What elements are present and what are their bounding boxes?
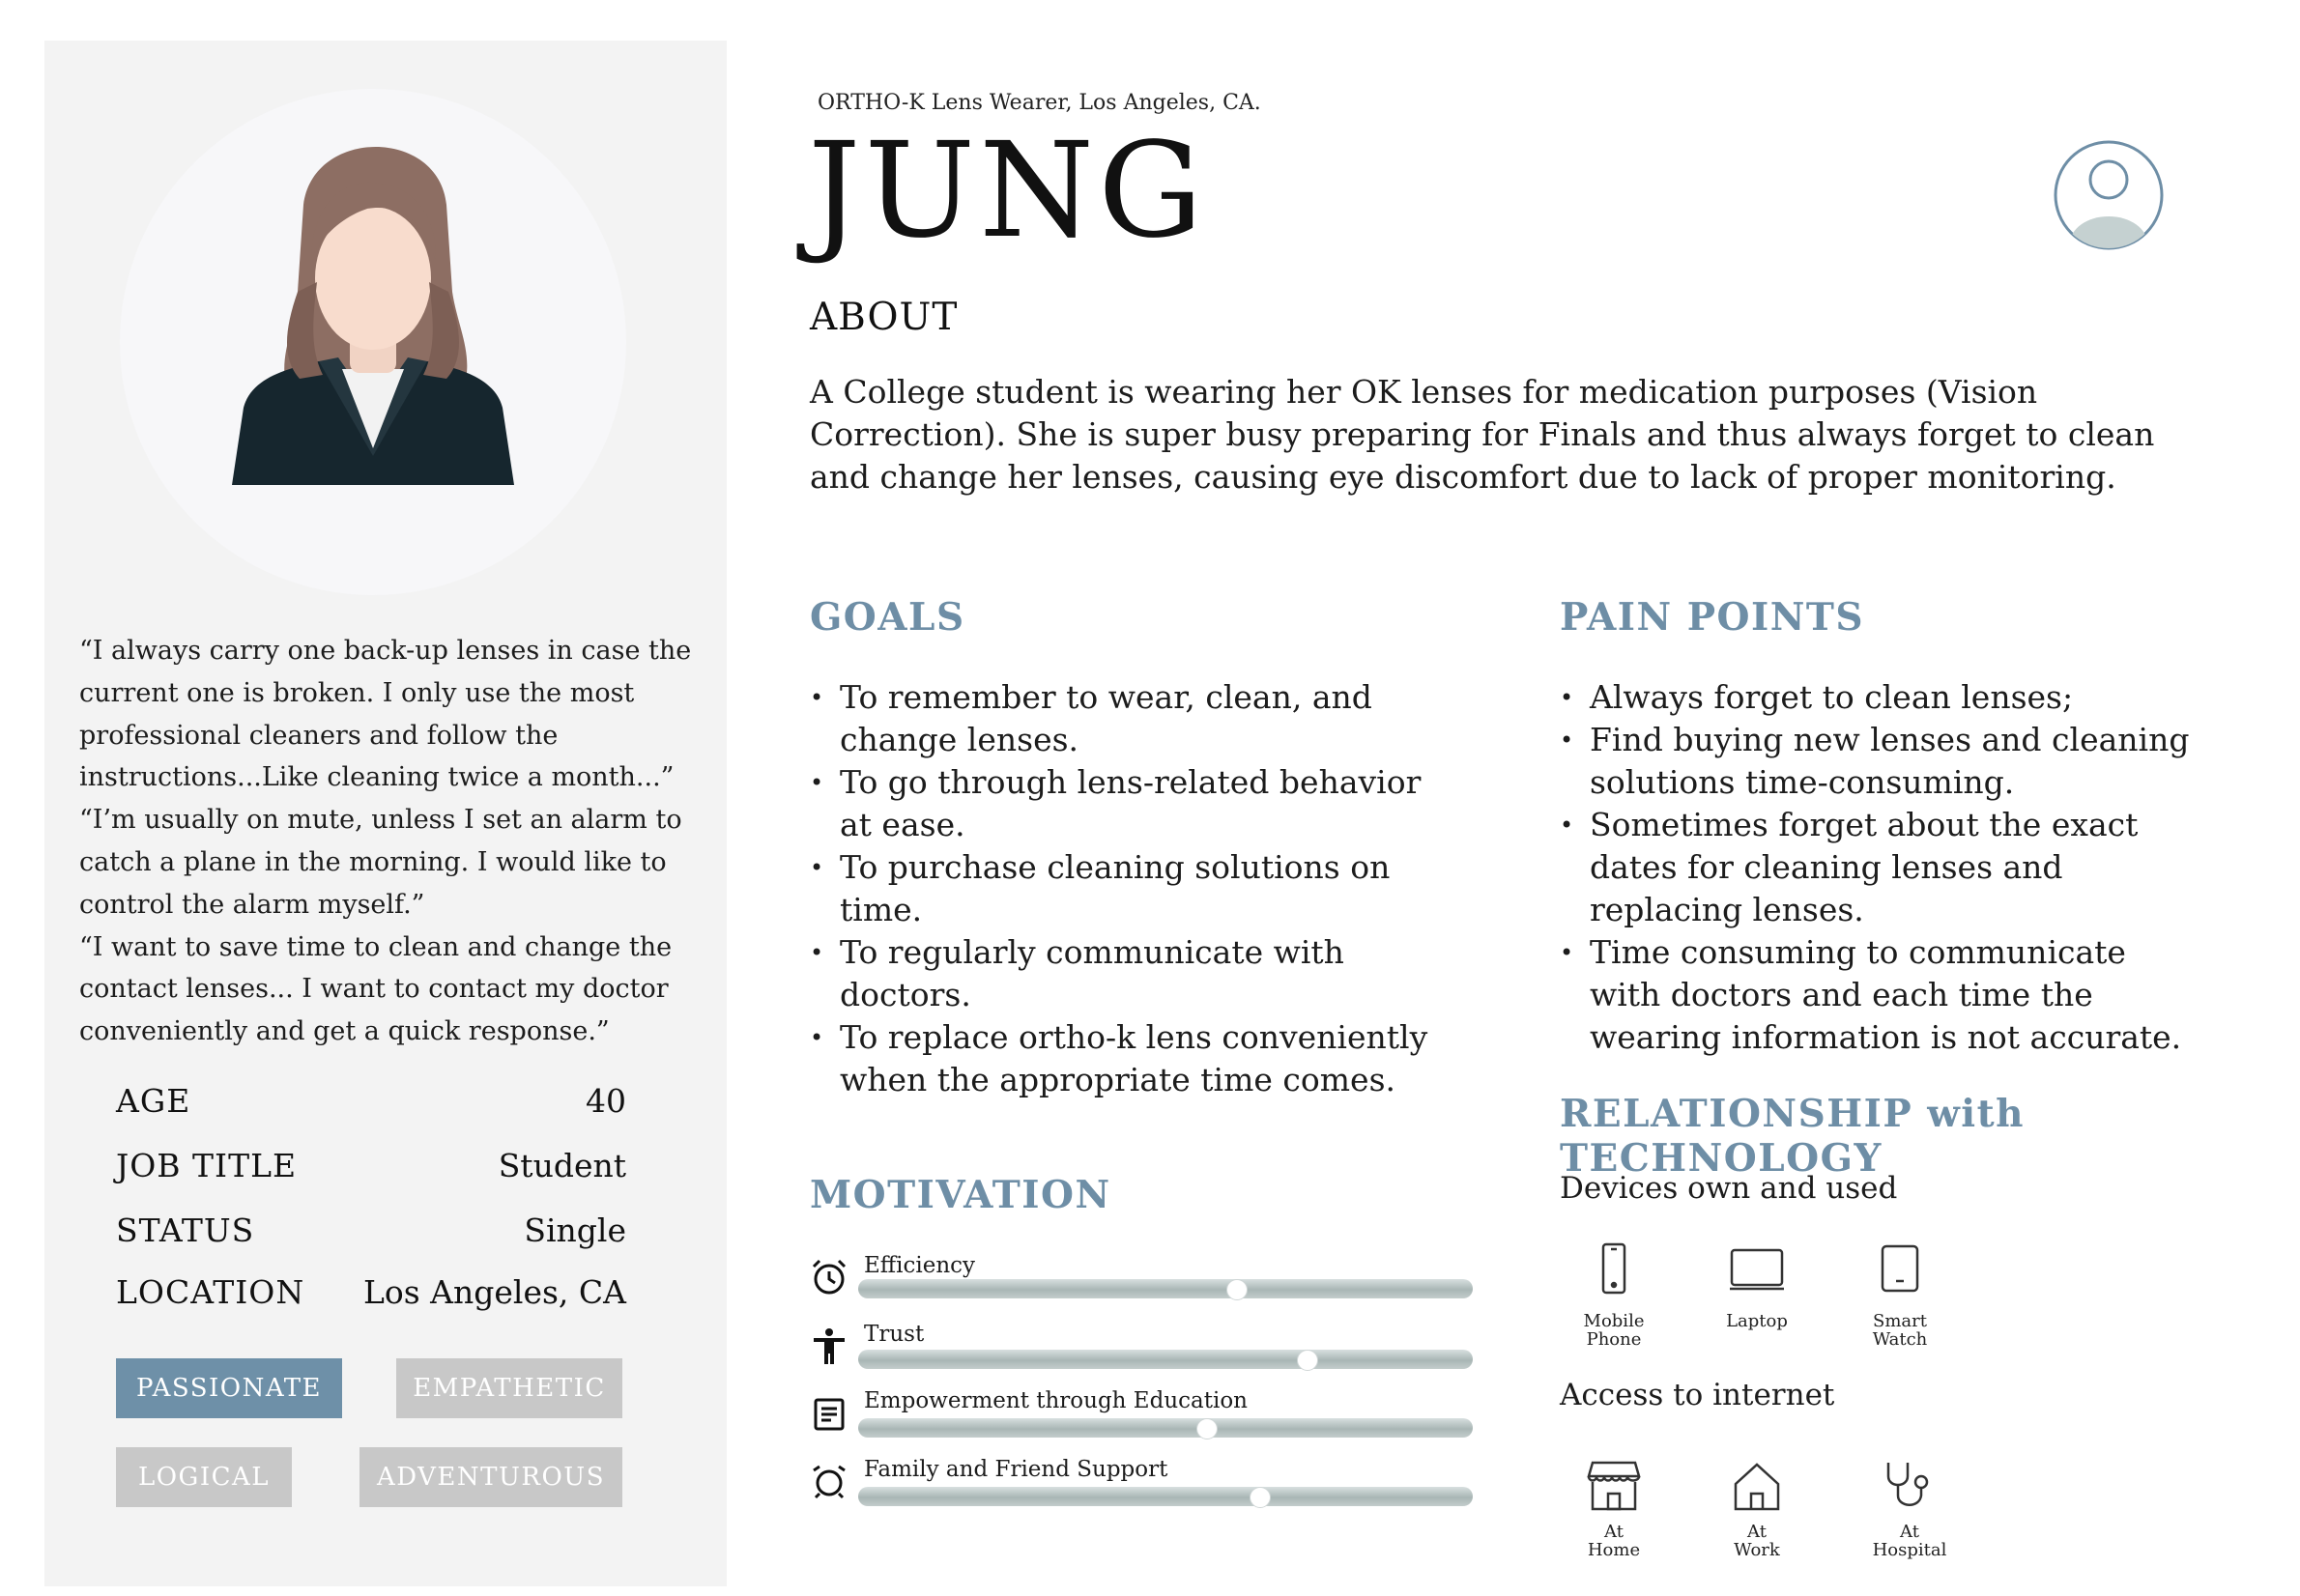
home-icon — [1728, 1457, 1786, 1515]
pain-point-item: • Find buying new lenses and cleaning solutions time-consuming. — [1560, 719, 2198, 804]
stat-label-job-title: JOB TITLE — [116, 1147, 298, 1184]
store-icon — [1585, 1457, 1643, 1515]
device-caption-laptop: Laptop — [1726, 1311, 1788, 1331]
stat-label-location: LOCATION — [116, 1273, 305, 1311]
motivation-label-trust: Trust — [864, 1322, 925, 1347]
device-caption-mobile: Mobile Phone — [1583, 1311, 1645, 1350]
motivation-label-empowerment: Empowerment through Education — [864, 1388, 1248, 1413]
stat-value-status: Single — [524, 1211, 626, 1249]
stat-label-status: STATUS — [116, 1211, 255, 1249]
stat-label-age: AGE — [116, 1082, 191, 1120]
motivation-bar-trust — [858, 1350, 1473, 1369]
access-caption-work: At Work — [1734, 1522, 1780, 1560]
pain-point-item: • Time consuming to communicate with doctors and each time the wearing information is not accurate. — [1560, 931, 2198, 1059]
motivation-knob — [1297, 1350, 1318, 1371]
motivation-label-family-support: Family and Friend Support — [864, 1457, 1168, 1482]
mobile-phone-icon — [1585, 1240, 1643, 1298]
smart-watch-icon — [1871, 1240, 1929, 1298]
about-heading: ABOUT — [810, 296, 959, 339]
ring-icon — [810, 1463, 848, 1501]
pain-point-item: • Always forget to clean lenses; — [1560, 676, 2198, 719]
technology-heading: RELATIONSHIP with TECHNOLOGY — [1560, 1092, 2025, 1181]
goals-heading: GOALS — [810, 595, 965, 640]
motivation-bar-empowerment — [858, 1418, 1473, 1438]
stethoscope-icon — [1879, 1457, 1937, 1515]
motivation-bar-family-support — [858, 1487, 1473, 1506]
pain-points-list — [1560, 676, 2198, 1059]
laptop-icon — [1728, 1240, 1786, 1298]
pain-points-heading: PAIN POINTS — [1560, 595, 1865, 640]
stat-value-age: 40 — [586, 1082, 626, 1120]
access-caption-home: At Home — [1587, 1522, 1641, 1560]
goals-list — [810, 676, 1448, 1101]
woman-avatar-illustration — [120, 89, 626, 595]
person-icon — [810, 1327, 848, 1366]
avatar — [120, 89, 626, 595]
motivation-bar-efficiency — [858, 1279, 1473, 1298]
devices-label: Devices own and used — [1560, 1171, 1898, 1206]
motivation-knob — [1250, 1487, 1271, 1508]
goal-item: • To regularly communicate with doctors. — [810, 931, 1448, 1016]
persona-subtitle: ORTHO-K Lens Wearer, Los Angeles, CA. — [818, 91, 1261, 115]
access-caption-hospital: At Hospital — [1872, 1522, 1947, 1560]
stat-value-location: Los Angeles, CA — [362, 1273, 626, 1311]
motivation-heading: MOTIVATION — [810, 1173, 1111, 1217]
motivation-knob — [1196, 1418, 1218, 1439]
internet-access-label: Access to internet — [1560, 1378, 1835, 1412]
alarm-clock-icon — [810, 1258, 848, 1297]
quote-3: “I want to save time to clean and change the contact lenses... I want to contact my doctor conveniently and get a quick response.” — [79, 931, 673, 1047]
trait-tag-empathetic: EMPATHETIC — [396, 1358, 622, 1418]
goal-item: • To purchase cleaning solutions on time. — [810, 846, 1448, 931]
trait-tag-logical: LOGICAL — [116, 1447, 292, 1507]
quote-2: “I’m usually on mute, unless I set an alarm to catch a plane in the morning. I would like to control the alarm myself.” — [79, 805, 682, 920]
goal-item: • To remember to wear, clean, and change lenses. — [810, 676, 1448, 761]
trait-tag-adventurous: ADVENTUROUS — [359, 1447, 622, 1507]
device-caption-smartwatch: Smart Watch — [1872, 1311, 1928, 1350]
stat-value-job-title: Student — [498, 1147, 626, 1184]
document-icon — [810, 1395, 848, 1434]
pain-point-item: • Sometimes forget about the exact dates for cleaning lenses and replacing lenses. — [1560, 804, 2198, 931]
quote-1: “I always carry one back-up lenses in case the current one is broken. I only use the most professional cleaners and follow the instructions...Like cleaning twice a month...” — [79, 636, 692, 793]
goal-item: • To go through lens-related behavior at ease. — [810, 761, 1448, 846]
motivation-label-efficiency: Efficiency — [864, 1253, 976, 1278]
about-text: A College student is wearing her OK lenses for medication purposes (Vision Correction). She is super busy preparing for Finals and thus always forget to clean and change her lenses, causing eye discomfort due to lack of proper monitoring. — [810, 373, 2155, 496]
motivation-knob — [1226, 1279, 1248, 1300]
persona-name: JUNG — [808, 115, 1207, 268]
quote-block — [79, 630, 717, 1053]
profile-icon — [2053, 139, 2165, 251]
goal-item: • To replace ortho-k lens conveniently when the appropriate time comes. — [810, 1016, 1448, 1101]
trait-tag-passionate: PASSIONATE — [116, 1358, 342, 1418]
